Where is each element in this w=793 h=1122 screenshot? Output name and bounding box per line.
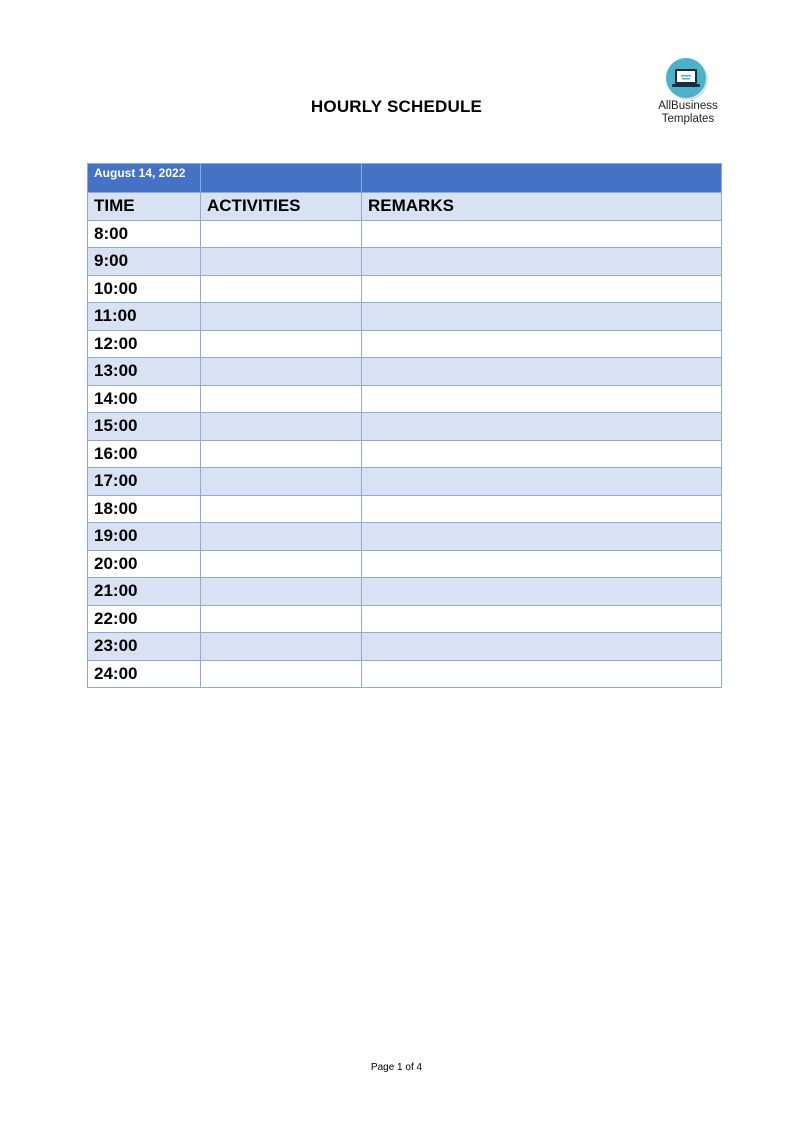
- remarks-cell[interactable]: [362, 605, 722, 633]
- table-row: [88, 385, 722, 413]
- time-cell: 19:00: [88, 523, 201, 551]
- date-row-blank-cell: [201, 164, 362, 193]
- table-row: [88, 358, 722, 386]
- laptop-icon: [664, 56, 708, 100]
- time-cell: 11:00: [88, 303, 201, 331]
- remarks-cell[interactable]: [362, 275, 722, 303]
- table-row: [88, 440, 722, 468]
- remarks-cell[interactable]: [362, 523, 722, 551]
- logo-line-1: AllBusiness: [658, 100, 718, 112]
- table-row: [88, 495, 722, 523]
- table-row: [88, 468, 722, 496]
- time-cell: 20:00: [88, 550, 201, 578]
- remarks-cell[interactable]: [362, 660, 722, 688]
- activity-cell[interactable]: [201, 440, 362, 468]
- page-footer: Page 1 of 4: [370, 1062, 423, 1073]
- time-cell: 17:00: [88, 468, 201, 496]
- remarks-cell[interactable]: [362, 578, 722, 606]
- table-row: [88, 550, 722, 578]
- activity-cell[interactable]: [201, 633, 362, 661]
- time-cell: 10:00: [88, 275, 201, 303]
- date-cell: August 14, 2022: [88, 164, 201, 193]
- column-header-activities: ACTIVITIES: [201, 193, 362, 221]
- page-title: HOURLY SCHEDULE: [310, 97, 483, 116]
- time-cell: 9:00: [88, 248, 201, 276]
- activity-cell[interactable]: [201, 523, 362, 551]
- activity-cell[interactable]: [201, 413, 362, 441]
- column-header-remarks: REMARKS: [362, 193, 722, 221]
- remarks-cell[interactable]: [362, 220, 722, 248]
- activity-cell[interactable]: [201, 303, 362, 331]
- table-row: [88, 660, 722, 688]
- table-row: [88, 220, 722, 248]
- column-header-time: TIME: [88, 193, 201, 221]
- time-cell: 22:00: [88, 605, 201, 633]
- table-row: [88, 330, 722, 358]
- brand-logo: [648, 54, 728, 130]
- logo-wordmark: [648, 100, 728, 126]
- date-row-blank-cell: [362, 164, 722, 193]
- activity-cell[interactable]: [201, 660, 362, 688]
- header-row: [88, 193, 722, 221]
- remarks-cell[interactable]: [362, 495, 722, 523]
- time-cell: 8:00: [88, 220, 201, 248]
- remarks-cell[interactable]: [362, 468, 722, 496]
- activity-cell[interactable]: [201, 330, 362, 358]
- table-row: [88, 303, 722, 331]
- table-row: [88, 523, 722, 551]
- remarks-cell[interactable]: [362, 248, 722, 276]
- activity-cell[interactable]: [201, 248, 362, 276]
- remarks-cell[interactable]: [362, 358, 722, 386]
- remarks-cell[interactable]: [362, 550, 722, 578]
- time-cell: 21:00: [88, 578, 201, 606]
- activity-cell[interactable]: [201, 275, 362, 303]
- time-cell: 18:00: [88, 495, 201, 523]
- table-row: [88, 633, 722, 661]
- activity-cell[interactable]: [201, 220, 362, 248]
- activity-cell[interactable]: [201, 550, 362, 578]
- table-row: [88, 605, 722, 633]
- activity-cell[interactable]: [201, 605, 362, 633]
- remarks-cell[interactable]: [362, 413, 722, 441]
- remarks-cell[interactable]: [362, 440, 722, 468]
- remarks-cell[interactable]: [362, 633, 722, 661]
- time-cell: 23:00: [88, 633, 201, 661]
- time-cell: 12:00: [88, 330, 201, 358]
- activity-cell[interactable]: [201, 468, 362, 496]
- date-row: [88, 164, 722, 193]
- time-cell: 15:00: [88, 413, 201, 441]
- activity-cell[interactable]: [201, 578, 362, 606]
- activity-cell[interactable]: [201, 385, 362, 413]
- remarks-cell[interactable]: [362, 303, 722, 331]
- remarks-cell[interactable]: [362, 385, 722, 413]
- logo-line-2: Templates: [661, 113, 715, 125]
- schedule-table: [87, 163, 722, 688]
- time-cell: 16:00: [88, 440, 201, 468]
- activity-cell[interactable]: [201, 358, 362, 386]
- table-row: [88, 413, 722, 441]
- table-row: [88, 578, 722, 606]
- time-cell: 13:00: [88, 358, 201, 386]
- table-row: [88, 248, 722, 276]
- time-cell: 14:00: [88, 385, 201, 413]
- remarks-cell[interactable]: [362, 330, 722, 358]
- time-cell: 24:00: [88, 660, 201, 688]
- activity-cell[interactable]: [201, 495, 362, 523]
- table-row: [88, 275, 722, 303]
